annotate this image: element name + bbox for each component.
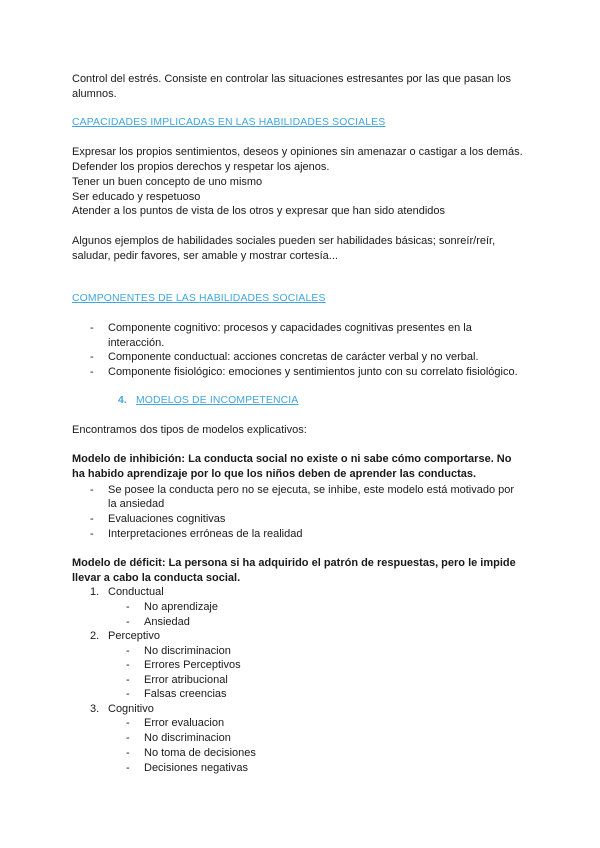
- deficit-item: Ansiedad: [144, 616, 190, 628]
- capacidad-line: Tener un buen concepto de uno mismo: [72, 176, 263, 188]
- intro-line-1: Control del estrés. Consiste en controlar las situaciones estresantes por las que pasan los: [72, 73, 512, 85]
- inhibicion-item: Evaluaciones cognitivas: [108, 513, 226, 525]
- deficit-group-number: 1.: [90, 586, 100, 598]
- deficit-item: Falsas creencias: [144, 688, 227, 700]
- componente-item: Componente conductual: acciones concretas de carácter verbal y no verbal.: [108, 351, 479, 363]
- capacidad-line: Defender los propios derechos y respetar los ajenos.: [72, 161, 330, 173]
- bullet-dash: -: [126, 659, 130, 671]
- deficit-group-number: 2.: [90, 630, 100, 642]
- heading-capacidades[interactable]: CAPACIDADES IMPLICADAS EN LAS HABILIDADES SOCIALES: [72, 117, 386, 128]
- deficit-item: No discriminacion: [144, 645, 231, 657]
- deficit-title-2: llevar a cabo la conducta social.: [72, 572, 241, 584]
- deficit-item: No toma de decisiones: [144, 747, 256, 759]
- bullet-dash: -: [126, 601, 130, 613]
- capacidad-line: Expresar los propios sentimientos, deseos y opiniones sin amenazar o castigar a los demás.: [72, 146, 523, 158]
- deficit-group-label: Conductual: [108, 586, 164, 598]
- examples-line-2: saludar, pedir favores, ser amable y mostrar cortesía...: [72, 250, 338, 262]
- bullet-dash: -: [90, 366, 94, 378]
- inhibicion-title-2: ha habido aprendizaje por lo que los niños deben de aprender las conductas.: [72, 468, 477, 480]
- deficit-item: Error atribucional: [144, 674, 228, 686]
- bullet-dash: -: [90, 484, 94, 496]
- bullet-dash: -: [126, 747, 130, 759]
- intro-line-2: alumnos.: [72, 88, 117, 100]
- deficit-group-number: 3.: [90, 703, 100, 715]
- deficit-group-label: Cognitivo: [108, 703, 154, 715]
- deficit-item: No discriminacion: [144, 732, 231, 744]
- deficit-title-1: Modelo de déficit: La persona si ha adquirido el patrón de respuestas, pero le impide: [72, 557, 516, 569]
- inhibicion-title-1: Modelo de inhibición: La conducta social no existe o ni sabe cómo comportarse. No: [72, 453, 512, 465]
- inhibicion-item: Interpretaciones erróneas de la realidad: [108, 528, 303, 540]
- deficit-group-label: Perceptivo: [108, 630, 160, 642]
- bullet-dash: -: [90, 528, 94, 540]
- modelos-intro: Encontramos dos tipos de modelos explicativos:: [72, 424, 307, 436]
- bullet-dash: -: [90, 351, 94, 363]
- capacidad-line: Ser educado y respetuoso: [72, 191, 201, 203]
- bullet-dash: -: [90, 513, 94, 525]
- heading-modelos[interactable]: MODELOS DE INCOMPETENCIA: [136, 395, 299, 406]
- heading-componentes[interactable]: COMPONENTES DE LAS HABILIDADES SOCIALES: [72, 293, 326, 304]
- capacidad-line: Atender a los puntos de vista de los otros y expresar que han sido atendidos: [72, 205, 446, 217]
- componente-item: Componente cognitivo: procesos y capacidades cognitivas presentes en la: [108, 322, 472, 334]
- heading-number: 4.: [118, 395, 127, 406]
- bullet-dash: -: [126, 717, 130, 729]
- bullet-dash: -: [126, 674, 130, 686]
- componente-item: Componente fisiológico: emociones y sentimientos junto con su correlato fisiológico.: [108, 366, 518, 378]
- inhibicion-item-cont: la ansiedad: [108, 498, 165, 510]
- bullet-dash: -: [90, 322, 94, 334]
- deficit-item: Errores Perceptivos: [144, 659, 241, 671]
- bullet-dash: -: [126, 762, 130, 774]
- bullet-dash: -: [126, 732, 130, 744]
- inhibicion-item: Se posee la conducta pero no se ejecuta, se inhibe, este modelo está motivado por: [108, 484, 515, 496]
- deficit-item: Error evaluacion: [144, 717, 225, 729]
- examples-line-1: Algunos ejemplos de habilidades sociales pueden ser habilidades básicas; sonreír/reír,: [72, 235, 496, 247]
- componente-item-cont: interacción.: [108, 337, 165, 349]
- deficit-item: No aprendizaje: [144, 601, 218, 613]
- deficit-item: Decisiones negativas: [144, 762, 248, 774]
- bullet-dash: -: [126, 688, 130, 700]
- bullet-dash: -: [126, 645, 130, 657]
- bullet-dash: -: [126, 616, 130, 628]
